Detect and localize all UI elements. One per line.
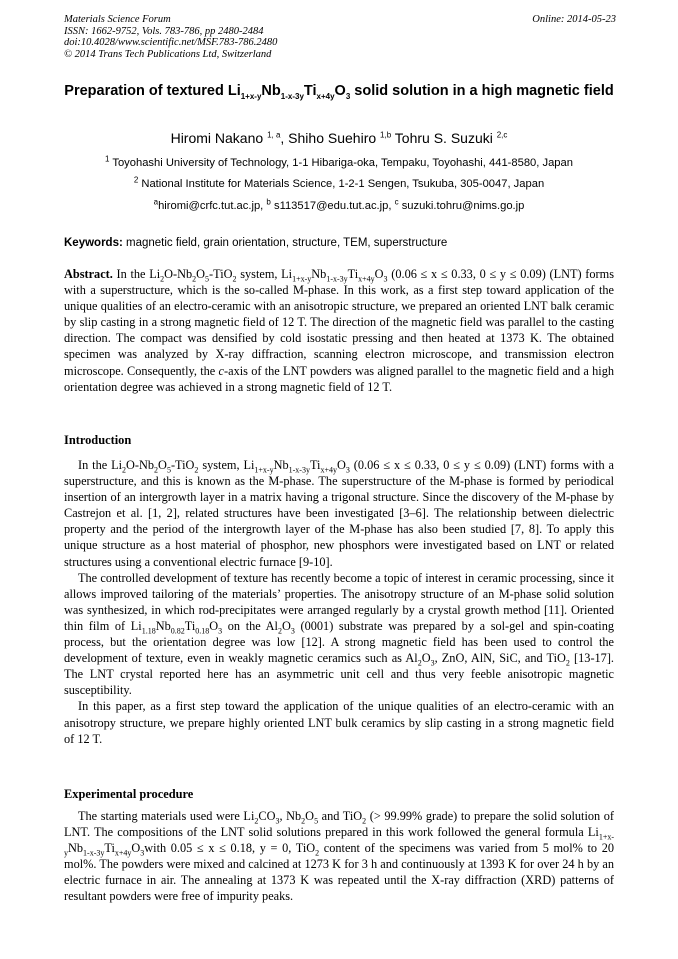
paper-title: Preparation of textured $Li_{1+x-y}Nb_{1-x-3y}Ti_{x+4y}O_3$ solid solution in a high magnetic field: [64, 83, 614, 101]
intro-paragraph-1: In the $Li_2O-Nb_2O_5-TiO_2$ system, $Li_{1+x-y}Nb_{1-x-3y}Ti_{x+4y}O_3$ (0.06 ≤ x ≤ 0.33, 0 ≤ y ≤ 0.09) (LNT) forms with a superstructure, and this is known as the M-phase. The superstructure of the M-phase is formed by periodical insertion of an intergrowth layer in a matrix having a trigonal structure. Since the discovery of the M-phase by Castrejon et al. [1, 2], related structures have been investigated [3–6]. The relationship between dielectric property and the period of the intergrowth layer of the M-phase has also been studied [7, 8]. To apply this unique structure as a host material of phosphor, new phosphors were investigated based on LNT or related structures using a conventional electric furnace [9-10].: [64, 458, 615, 569]
email-link-b[interactable]: s113517@edu.tut.ac.jp,: [273, 200, 392, 212]
intro-paragraph-2: The controlled development of texture has recently become a topic of interest in ceramic processing, since it allows improved tailoring of the materials’ properties. The anisotropy structure of an M-phase solid solution was synthesized, in which rod-precipitates were arranged regularly by a crystal growth method [11]. Oriented thin film of $Li_{1.18}Nb_{0.82}Ti_{0.18}O_3$ on the $Al_2O_3$ (0001) substrate was prepared by a sol-gel and spin-coating process, but the orientation degree was low [12]. A strong magnetic field has been used to control the development of texture, even in weakly magnetic ceramics such as $Al_2O_3$, ZnO, AlN, SiC, and TiO$_2$ [13-17]. The LNT crystal reported here has an asymmetric unit cell and thus very feeble anisotropic magnetic susceptibility.: [64, 570, 615, 698]
author-list: Hiromi Nakano $^{1, a}$, Shiho Suehiro $^{1,b}$ Tohru S. Suzuki $^{2,c}$: [170, 130, 508, 146]
journal-header: [64, 14, 277, 60]
keywords: Keywords: magnetic field, grain orientation, structure, TEM, superstructure: [64, 237, 448, 249]
affiliation-1: $^1$ Toyohashi University of Technology, 1-1 Hibariga-oka, Tempaku, Toyohashi, 441-8580, Japan: [105, 154, 573, 169]
experimental-body: [64, 808, 614, 905]
doi-line[interactable]: doi:10.4028/www.scientific.net/MSF.783-786.2480: [64, 37, 278, 48]
email-line: $^a$hiromi@crfc.tut.ac.jp, $^b$ s113517@edu.tut.ac.jp, $^c$ suzuki.tohru@nims.go.jp: [153, 197, 525, 212]
introduction-heading: Introduction: [64, 433, 132, 447]
journal-name: Materials Science Forum: [64, 14, 171, 25]
introduction-body: [64, 457, 614, 747]
experimental-paragraph-1: The starting materials used were $Li_2CO_3$, $Nb_2O_5$ and TiO$_2$ (> 99.99% grade) to prepare the solid solution of LNT. The compositions of the LNT solid solutions prepared in this work followed the general formula $Li_{1+x-y}Nb_{1-x-3y}Ti_{x+4y}O_3with$ 0.05 ≤ x ≤ 0.18, y = 0, TiO$_2$ content of the specimens was varied from 5 mol% to 20 mol%. The powders were mixed and calcined at 1273 K for 3 h and continuously at 1393 K for over 24 h by an electric furnace in air. The annealing at 1373 K was repeated until the X-ray diffraction (XRD) patterns of resultant powders were free of impurity peaks.: [64, 809, 615, 904]
intro-paragraph-3: In this paper, as a first step toward the application of the unique qualities of an electro-ceramic with an anisotropy structure, we prepare highly oriented LNT bulk ceramics by slip casting in a strong magnetic field of 12 T.: [64, 699, 614, 746]
issn-line: ISSN: 1662-9752, Vols. 783-786, pp 2480-2484: [64, 25, 264, 37]
copyright-line: © 2014 Trans Tech Publications Ltd, Switzerland: [64, 48, 272, 60]
email-link-a[interactable]: hiromi@crfc.tut.ac.jp,: [158, 200, 264, 212]
online-date: Online: 2014-05-23: [532, 14, 616, 25]
experimental-heading: Experimental procedure: [64, 787, 194, 801]
email-link-c[interactable]: suzuki.tohru@nims.go.jp: [401, 200, 525, 212]
abstract: Abstract. In the $Li_2O-Nb_2O_5-TiO_2$ system, $Li_{1+x-y}Nb_{1-x-3y}Ti_{x+4y}O_3$ (0.06 ≤ x ≤ 0.33, 0 ≤ y ≤ 0.09) (LNT) forms with a superstructure, which is the so-called M-phase. In this work, as a first step toward application of the unique qualities of an electro-ceramic with an anisotropic structure, we prepared an oriented LNT balk ceramic by slip casting in a strong magnetic field of 12 T. The direction of the magnetic field was parallel to the casting direction. The compact was densified by cold isostatic pressing and then heated at 1373 K. The obtained specimen was analyzed by X-ray diffraction, scanning electron microscope, and transmission electron microscope. Consequently, the c-axis of the LNT powders was aligned parallel to the magnetic field and a high orientation degree was achieved in a strong magnetic field of 12 T.: [64, 267, 614, 394]
affiliation-2: $^2$ National Institute for Materials Science, 1-2-1 Sengen, Tsukuba, 305-0047, Japan: [133, 175, 545, 190]
